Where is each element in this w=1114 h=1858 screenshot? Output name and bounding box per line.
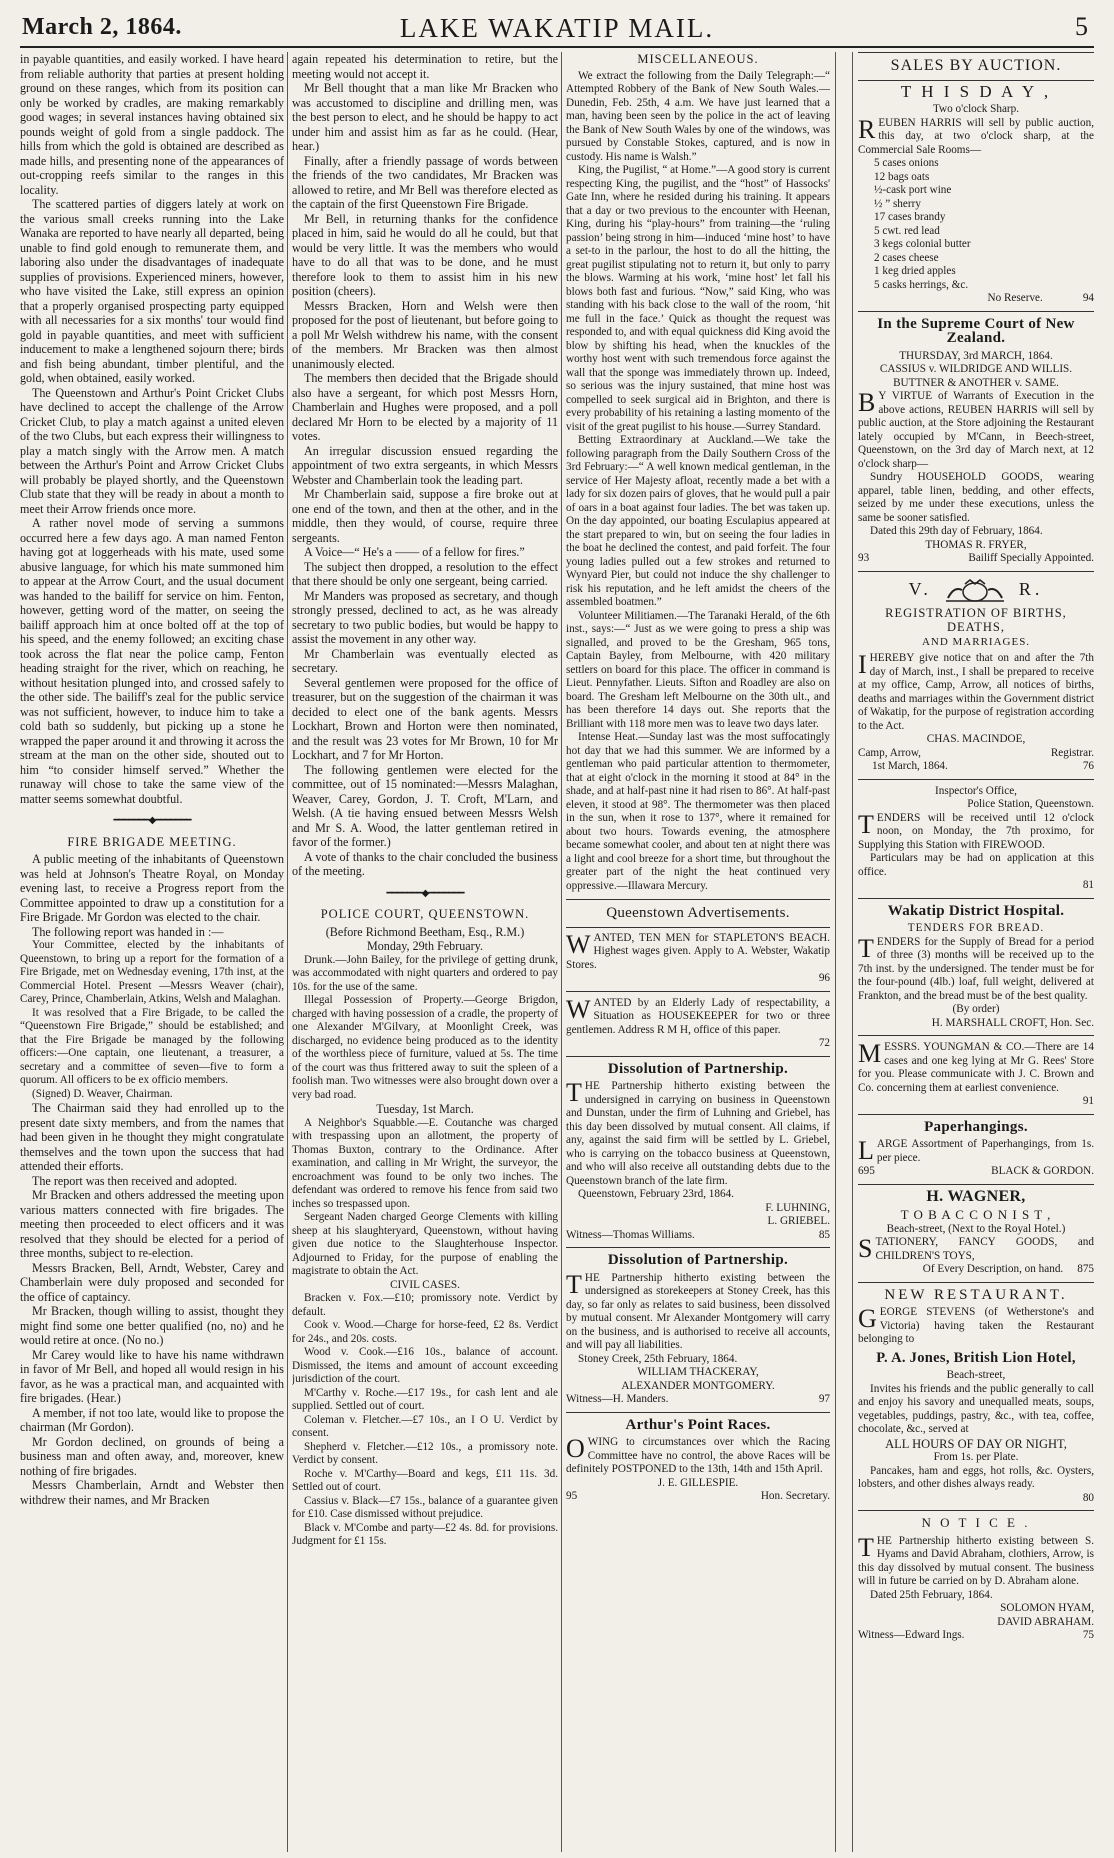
paragraph: A public meeting of the inhabitants of Queenstown was held at Johnson's Theatre Royal, on Monday evening last, to receive a Progress report from the Committee appointed to draw up a constitution for a Fire Brigade. Mr Gordon was elected to the chair. [20, 852, 284, 924]
civil-case: Bracken v. Fox.—£10; promissory note. Verdict by default. [292, 1292, 558, 1318]
sale-item: 5 casks herrings, &c. [874, 278, 969, 291]
vr-right: R. [1018, 578, 1044, 599]
ad-text: MESSRS. YOUNGMAN & CO.—There are 14 cases and one keg lying at Mr G. Rees' Store for you. Please communicate with J. C. Brown and Co. concerning them at earliest convenience. [858, 1039, 1094, 1094]
ad-number: 96 [818, 972, 830, 984]
paragraph: The following gentlemen were elected for the committee, out of 15 nominated:—Messrs Malaghan, Weaver, Carey, Gordon, J. T. Croft, M'Larn, and Welsh. (A tie having ensued between Messrs Welsh and Mr S. A. Wood, the latter gentleman retired in favor of the former.) [292, 762, 558, 849]
ad-location: Inspector's Office, [935, 784, 1017, 797]
ad-heading: AND MARRIAGES. [921, 635, 1031, 648]
ad-text: TENDERS for the Supply of Bread for a period of three (3) months will be received up to the 7th inst. by the undersigned. The tender must be for the four-pound (4lb.) loaf, full weight, delivered at Frankton, and the bread must be of the best quality. [858, 933, 1094, 1002]
ad-text: WANTED by an Elderly Lady of respectability, a Situation as HOUSEKEEPER for two or three gentlemen. Address R M H, office of this paper. [566, 994, 830, 1036]
ad-number: 94 [1082, 292, 1094, 304]
royal-crest-icon [940, 578, 1010, 604]
vr-left: V. [908, 578, 932, 599]
ad-text: WANTED, TEN MEN for STAPLETON'S BEACH. Highest wages given. Apply to A. Webster, Wakatip Stores. [566, 929, 830, 971]
ad-text: OWING to circumstances over which the Racing Committee have no control, the above Races will be definitely POSTPONED to the 13th, 14th and 15th April. [566, 1434, 830, 1475]
sale-item: 5 cwt. red lead [874, 224, 940, 237]
ad-heading: H. WAGNER, [926, 1187, 1026, 1205]
ad-number: 76 [1082, 760, 1094, 772]
ad-date: Queenstown, February 23rd, 1864. [578, 1188, 734, 1200]
paragraph: The following report was handed in :— [32, 924, 224, 939]
case-title: CASSIUS v. WILDRIDGE AND WILLIS. [879, 363, 1073, 375]
ad-number: 80 [1082, 1491, 1094, 1504]
ad-date: Dated 25th February, 1864. [870, 1588, 993, 1601]
ad-signature: CHAS. MACINDOE, [926, 733, 1026, 745]
sale-item: ½-cask port wine [874, 184, 952, 196]
ad-text: Pancakes, ham and eggs, hot rolls, &c. Oysters, lobsters, and other dishes always ready. [858, 1464, 1094, 1490]
ad-heading: T H I S D A Y , [900, 81, 1052, 101]
news-item: King, the Pugilist, “ at Home.”—A good story is current respecting King, the pugilist, and the “host” of Hassocks' Gate Inn, where he resided during his training. It appears that a day or two previous to the encounter with Heenan, King, during his “play-hours” from training—the ‘ruling passion’ being strong in him—induced ‘mine host’ to have a set-to in the parlour, the host to do all the hitting, the great pugilist stipulating not to return it, but only to parry the blows. Warming at his work, ‘mine host’ let fall his blows both fast and furious. “Now,” said King, who was standing with his back close to the wall of the room, ‘hit me full in the face.’ Quick as thought the request was responded to, and with equal quickness did King avoid the blow by shifting his head, when the knuckles of the worthy host went with such tremendous force against the wall that the sponge was immediately thrown up. Indeed, so serious was the injury sustained, that mine host was compelled to seek surgical aid in Brighton, and there is every probability of his retaining a lasting momento of the visit of the great pugilist to his house.—Surrey Standard. [566, 164, 830, 433]
paragraph: Mr Bell thought that a man like Mr Bracken who was accustomed to discipline and drilling men, was the best person to elect, and he should be happy to act under him and assist him as far as he could. (Hear, hear.) [292, 81, 558, 153]
ad-text: BY VIRTUE of Warrants of Execution in the above actions, REUBEN HARRIS will sell by public auction, at the Store adjoining the Restaurant lately occupied by M'Cann, in Beech-street, Queenstown, on the 3rd day of March next, at 12 o'clock sharp— [858, 388, 1094, 470]
ad-text: THE Partnership hitherto existing between S. Hyams and David Abraham, clothiers, Arrow, is this day dissolved by mutual consent. The business will in future be carried on by D. Abraham alone. [858, 1532, 1094, 1587]
paragraph: Messrs Bracken, Bell, Arndt, Webster, Carey and Chamberlain were duly proposed and seconded for the office of captaincy. [20, 1260, 284, 1304]
ad-signature: THOMAS R. FRYER, [925, 538, 1027, 551]
ad-text: THE Partnership hitherto existing between the undersigned in carrying on business in Queenstown and Dunstan, under the firm of Luhning and Griebel, has this day been dissolved by mutual consent. All claims, if any, against the said firm will be settled by L. Griebel, who is carrying on the tobacco business at Queenstown, and who will also receive all outstanding debts due to the Queenstown branch of the late firm. [566, 1078, 830, 1187]
ad-text: Invites his friends and the public generally to call and enjoy his savory and unequalled meats, soups, vegetables, puddings, pastry, &c., with tea, coffee, chocolate, &c., served at [858, 1382, 1094, 1435]
civil-case: Wood v. Cook.—£16 10s., balance of account. Dismissed, the items and amount of account exceeding jurisdiction of the court. [292, 1346, 558, 1385]
ad-heading: REGISTRATION OF BIRTHS, DEATHS, [885, 605, 1067, 634]
ad-note: No Reserve. [987, 292, 1043, 304]
ad-signature: F. LUHNING, [765, 1201, 830, 1214]
ad-signature-role: Hon. Secretary. [760, 1490, 830, 1502]
paragraph: Mr Bracken and others addressed the meeting upon various matters connected with fire brigades. The meeting then proceeded to elect officers and it was resolved that they should be elected for a period of three months, subject to re-election. [20, 1188, 284, 1260]
ad-number: 81 [1082, 879, 1094, 891]
ad-heading: N O T I C E . [921, 1515, 1031, 1530]
ad-text: Of Every Description, on hand. [922, 1263, 1064, 1275]
ad-date: 1st March, 1864. [872, 760, 948, 772]
sale-item: 5 cases onions [874, 157, 939, 169]
page-number: 5 [1075, 12, 1088, 41]
ad-text: IHEREBY give notice that on and after the 7th day of March, inst., I shall be prepared to receive at my office, Camp, Arrow, all notices of births, deaths and marriages within the Government district of Wakatip, for the purpose of registration according to the Act. [858, 650, 1094, 732]
ad-number: 75 [1082, 1629, 1094, 1641]
paragraph: A member, if not too late, would like to propose the chairman (Mr Gordon). [20, 1405, 284, 1434]
column-1 [20, 52, 284, 1852]
ad-location: Camp, Arrow, [858, 746, 921, 759]
ad-heading: Dissolution of Partnership. [607, 1252, 789, 1268]
report-text: Your Committee, elected by the inhabitants of Queenstown, to bring up a report for the formation of a Fire Brigade, met on Wednesday evening, 17th inst, at the Commercial Hotel. Present —Messrs Weaver (chair), Carey, Prince, Chamberlain, Atkins, Welsh and Malaghan. [20, 939, 284, 1005]
ad-heading: Arthur's Point Races. [625, 1416, 771, 1433]
column-4 [858, 52, 1094, 1852]
court-date: Monday, 29th February. [367, 939, 483, 953]
ad-signature: DAVID ABRAHAM. [997, 1615, 1094, 1628]
ad-witness: Witness—Edward Ings. [858, 1629, 965, 1641]
ad-number: 85 [818, 1228, 830, 1241]
section-heading: POLICE COURT, QUEENSTOWN. [320, 907, 530, 921]
ad-subheading: TENDERS FOR BREAD. [907, 922, 1045, 934]
ad-subheading: Two o'clock Sharp. [932, 103, 1020, 115]
paragraph: Several gentlemen were proposed for the office of treasurer, but on the suggestion of the chairman it was decided to elect one of the bank agents. Messrs Lockhart, Brown and Horton were then nominated, and the result was 23 votes for Mr Brown, 10 for Mr Lockhart, and 7 for Mr Horton. [292, 675, 558, 762]
ad-address: Beach-street, (Next to the Royal Hotel.) [886, 1222, 1066, 1235]
paragraph: The report was then received and adopted. [32, 1173, 238, 1188]
ad-text: GEORGE STEVENS (of Wetherstone's and Victoria) having taken the Restaurant belonging to [858, 1304, 1094, 1345]
paragraph: A Voice—“ He's a —— of a fellow for fires.” [304, 545, 525, 559]
ad-note: (By order) [952, 1003, 1000, 1015]
ad-text: REUBEN HARRIS will sell by public auction, this day, at two o'clock sharp, at the Commercial Sale Rooms— [858, 114, 1094, 156]
court-date: Tuesday, 1st March. [376, 1102, 474, 1116]
sale-item: ½ ” sherry [874, 197, 921, 210]
ad-heading: NEW RESTAURANT. [884, 1286, 1068, 1303]
paragraph: again repeated his determination to retire, but the meeting would not accept it. [292, 52, 558, 81]
ad-signature: J. E. GILLESPIE. [657, 1476, 739, 1489]
ad-witness: Witness—H. Manders. [566, 1393, 669, 1405]
ad-heading: Wakatip District Hospital. [887, 902, 1065, 919]
paragraph: Finally, after a friendly passage of words between the friends of the two candidates, Mr Bracken was allowed to retire, and Mr Bell was therefore elected as the captain of the first Queenstown Fire Brigade. [292, 153, 558, 211]
paragraph: Messrs Chamberlain, Arndt and Webster then withdrew their names, and Mr Bracken [20, 1478, 284, 1507]
paragraph: The subject then dropped, a resolution to the effect that there should be only one sergeant, being carried. [292, 559, 558, 588]
news-item: Betting Extraordinary at Auckland.—We take the following paragraph from the Daily Southern Cross of the 3rd February:—“ A well known medical gentleman, in the service of Her Majesty afloat, recently made a bet with a lady for six dozen pairs of gloves, that he would pull a pair of oars in a boat against four ladies. The bet was taken up. On the day appointed, our boating Esculapius appeared at the start prepared to win, but on seeing the four ladies in the boat he declined the contest, and paid forfeit. The four young ladies pulled out a few strokes and returned to Wynyard Pier, but could not induce the shy challenger to risk his reputation, and he left amidst the cheers of the assembled boatmen.” [566, 434, 830, 608]
paragraph: An irregular discussion ensued regarding the appointment of two extra sergeants, in which Messrs Webster and Chamberlain took the leading part. [292, 443, 558, 487]
newspaper-title: LAKE WAKATIP MAIL. [399, 13, 715, 43]
court-case: Drunk.—John Bailey, for the privilege of getting drunk, was accommodated with night quarters and ordered to pay 10s. for the use of the same. [292, 953, 558, 993]
ad-number: 875 [1077, 1263, 1094, 1275]
ad-witness: Witness—Thomas Williams. [566, 1228, 695, 1241]
royal-arms-header [858, 578, 1094, 604]
court-case: Illegal Possession of Property.—George Brigdon, charged with having possession of a cradle, the property of one Alexander M'Gilvary, at Moonlight Creek, was discharged, no evidence being produced as to the identity of the worthless piece of furniture, valued at 5s. The time of the court was thus frittered away to suit the spleen of a foolish man. Two witnesses were also brought down over a very bad road. [292, 994, 558, 1101]
paragraph: in payable quantities, and easily worked. I have heard from reliable authority that parties at present holding ground on these ranges, which from its position can only be worked by cradles, are making remarkably good wages; in several instances having obtained six pounds weight of gold from a single paddock. The hills from which the gold is obtained are described as made hills, and presenting none of the appearances of out-cropping reefs similar to the ranges in this locality. [20, 52, 284, 197]
sale-item: 12 bags oats [874, 170, 930, 183]
ad-date: THURSDAY, 3rd MARCH, 1864. [899, 349, 1053, 362]
paragraph: The Chairman said they had enrolled up to the present date sixty members, and from the names that had been given in he thought they might congratulate themselves and the town upon the success that had attended their efforts. [20, 1101, 284, 1173]
column-2 [292, 52, 558, 1852]
ads-heading: Queenstown Advertisements. [606, 905, 790, 921]
sale-item: 17 cases brandy [874, 211, 946, 223]
paragraph: Mr Manders was proposed as secretary, and though strongly pressed, declined to act, as he was already secretary to two public bodies, but would be happy to assist the movement in any other way. [292, 588, 558, 646]
advertisement [566, 929, 830, 986]
ad-heading: P. A. Jones, British Lion Hotel, [876, 1349, 1076, 1366]
paragraph: Messrs Bracken, Horn and Welsh were then proposed for the post of lieutenant, but before going to a poll Mr Welsh withdrew his name, with the consent of the members. Mr Bracken was then almost unanimously elected. [292, 298, 558, 371]
court-case: Sergeant Naden charged George Clements with killing sheep at his slaughteryard, Queenstown, without having given due notice to the Slaughterhouse Inspector. Adjourned to Friday, for the purpose of enabling the magistrate to obtain the Act. [292, 1211, 558, 1277]
paragraph: A vote of thanks to the chair concluded the business of the meeting. [292, 849, 558, 878]
ad-text: Particulars may be had on application at this office. [858, 852, 1094, 878]
civil-case: M'Carthy v. Roche.—£17 19s., for cash lent and ale supplied. Settled out of court. [292, 1386, 558, 1412]
paragraph: The members then decided that the Brigade should also have a sergeant, for which post Messrs Horn, Chamberlain and Hughes were proposed, and a poll declared Mr Horn to be elected by a majority of 11 votes. [292, 371, 558, 443]
ad-address: Beach-street, [946, 1369, 1006, 1381]
report-text: It was resolved that a Fire Brigade, to be called the “Queenstown Fire Brigade,” should be established; and that the Fire Brigade be managed by the following officers:—One captain, one lieutenant, a treasurer, a secretary and a committee of seven—five to form a quorum. All officers to be ex officio members. [20, 1006, 284, 1086]
paragraph: The scattered parties of diggers lately at work on the various small creeks running into the Lake Wanaka are reported to have nearly all departed, being unable to find gold enough to remunerate them, and laboring also under the disadvantages of inadequate supplies of provisions. Experienced miners, however, who have visited the Lake, still express an opinion that a properly organised prospecting party equipped with all necessaries for a six months' tour would find gold in payable quantities, and meet with sufficient inducement to make a lengthened sojourn there; birds and fish being abundant, timber plentiful, and the gold, when obtained, easily worked. [20, 197, 284, 385]
civil-case: Cook v. Wood.—Charge for horse-feed, £2 8s. Verdict for 24s., and 20s. costs. [292, 1319, 558, 1345]
report-signature: (Signed) D. Weaver, Chairman. [32, 1087, 173, 1100]
civil-case: Roche v. M'Carthy—Board and kegs, £11 11s. 3d. Settled out of court. [292, 1467, 558, 1493]
civil-case: Shepherd v. Fletcher.—£12 10s., a promissory note. Verdict by consent. [292, 1440, 558, 1466]
ad-text: STATIONERY, FANCY GOODS, and CHILDREN'S TOYS, [858, 1234, 1094, 1263]
court-case: A Neighbor's Squabble.—E. Coutanche was charged with trespassing upon an allotment, the property of Thomas Buxton, contrary to the Ordinance. After examination, and calling in Mr Wright, the surveyor, the encroachment was found to be only two inches. The defendant was ordered to remove his fence from said two inches so trespassed upon. [292, 1116, 558, 1210]
ad-text: From 1s. per Plate. [933, 1451, 1019, 1463]
ad-signature: L. GRIEBEL. [767, 1215, 830, 1227]
ornament-divider: ━━━━━━━◆━━━━━━━ [113, 815, 191, 826]
ad-text: Sundry HOUSEHOLD GOODS, wearing apparel, table linen, bedding, and other effects, seized by me under these executions, unless the same be sooner satisfied. [858, 471, 1094, 524]
paragraph: Mr Chamberlain was eventually elected as secretary. [292, 646, 558, 675]
ad-signature: WILLIAM THACKERAY, [637, 1366, 759, 1378]
ad-heading: Dissolution of Partnership. [607, 1060, 789, 1077]
ad-subheading: ALL HOURS OF DAY OR NIGHT, [885, 1436, 1067, 1451]
ad-number: 91 [1082, 1095, 1094, 1107]
civil-case: Cassius v. Black—£7 15s., balance of a guarantee given for £10. Case dismissed without prejudice. [292, 1494, 558, 1520]
column-rule [835, 52, 836, 1852]
paragraph: Mr Gordon declined, on grounds of being a business man and often away, and, moreover, knew nothing of fire brigades. [20, 1434, 284, 1478]
paragraph: A rather novel mode of serving a summons occurred here a few days ago. A man named Fenton having got at loggerheads with his mate, used some abusive language, for which his mate summoned him to appear at the Arrow Court, and the usual document was handed to the bailiff for service on him. Fenton, however, getting word of the matter, on seeing the bailiff approach him at once bolted off at the top of his speed, and the enemy followed; an exciting chase took across the flat near the police camp, Fenton heading straight for the river, which on reaching, he without hesitation plunged into, and crossed safely to the other side. The bailiff's zeal for the public service was not sufficient, however, to induce him to take a cold bath so suddenly, but picking up a stone he wrapped the paper around it and throwing it across the stream at the man on the other side, shouted out to him “to consider himself served.” Whether the runaway will chose to take the same view of the matter seems somewhat doubtful. [20, 516, 284, 806]
ad-firm: BLACK & GORDON. [991, 1165, 1094, 1177]
ad-location: Police Station, Queenstown. [967, 798, 1094, 810]
news-item: We extract the following from the Daily Telegraph:—“ Attempted Robbery of the Bank of New South Wales.—Dunedin, Feb. 25th, 4 a.m. We have just learned that a man, having been seen by the police in the act of leaving the Bank of New South Wales by one of the windows, was pursued by Constable Stokes, captured, and is now in custody. His name is Walsh.” [566, 69, 830, 163]
paragraph: Mr Carey would like to have his name withdrawn in favor of Mr Bell, and hoped all would resign in his favor, as he was a practical man, and acquainted with fire brigades. (Hear.) [20, 1347, 284, 1405]
civil-case: Black v. M'Combe and party—£2 4s. 8d. for provisions. Judgment for £1 15s. [292, 1521, 558, 1547]
ad-heading: In the Supreme Court of New Zealand. [877, 315, 1075, 346]
sale-item: 1 keg dried apples [874, 265, 956, 277]
news-item: Intense Heat.—Sunday last was the most suffocatingly hot day that we had this summer. We are informed by a gentleman who paid particular attention to thermometer, that at eight o'clock in the morning it stood at 84° in the shade, and at half-past nine it had risen to 86°. At half-past eleven, it stood at 98°. The thermometer was then placed in the sun, when it rose to 137°, where it remained for about two hours. Towards evening, the atmosphere became somewhat cooler, and about ten at night there was a light and cool breeze for a short time, but throughout the greater part of the night the heat continued very oppressive.—Illawara Mercury. [566, 731, 830, 892]
ad-number: 93 [858, 552, 870, 564]
sale-item: 3 kegs colonial butter [874, 238, 971, 250]
section-heading: MISCELLANEOUS. [637, 52, 759, 66]
news-item: Volunteer Militiamen.—The Taranaki Herald, of the 6th inst., says:—“ Just as we were going to press a ship was signalled, and proved to be the Gresham, 965 tons, Captain Bayley, from Melbourne, with 420 military settlers on board for this place. The officer in command is Lieut. Pennyfather. Lieuts. Sifton and Roadley are also on board. The Gresham left Melbourne on the 30th ult., and has been therefore 14 days out. She reports that the Brilliant with 118 more men was to leave two days later. [566, 609, 830, 730]
ad-text: THE Partnership hitherto existing between the undersigned as storekeepers at Stoney Creek, has this day, so far only as relates to said business, been dissolved by mutual consent. Mr Alexander Montgomery will carry on the business, and is authorised to receive all accounts, and will pay all liabilities. [566, 1269, 830, 1351]
ad-number: 97 [818, 1393, 830, 1405]
paragraph: The Queenstown and Arthur's Point Cricket Clubs have declined to accept the challenge of the Arrow Cricket Club, to play a match against a united eleven of the two Clubs, but each express their willingness to play a match singly with the Arrow men. A match between the Arthur's Point and Arrow Cricket Clubs will probably be played shortly, and the Queenstown Club state that they will be ready in about a month to meet their Arrow friends once more. [20, 385, 284, 516]
ad-subheading: T O B A C C O N I S T , [900, 1207, 1052, 1222]
paragraph: Mr Bell, in returning thanks for the confidence placed in him, said he would do all he could, but that would be very little. It was the members who would have to do all that was to be done, and he must therefore look to them to assist him in his new position (cheers). [292, 211, 558, 298]
column-rule [852, 52, 853, 1852]
column-rule [287, 52, 288, 1852]
civil-case: Coleman v. Fletcher.—£7 10s., an I O U. Verdict by consent. [292, 1413, 558, 1439]
section-heading: SALES BY AUCTION. [890, 57, 1062, 74]
ornament-divider: ━━━━━━━◆━━━━━━━ [386, 887, 464, 899]
column-rule [561, 52, 562, 1852]
ad-number: 72 [818, 1037, 830, 1049]
masthead [20, 8, 1094, 48]
ad-signature-role: Registrar. [1050, 746, 1094, 759]
issue-date: March 2, 1864. [22, 14, 182, 40]
ad-text: TENDERS will be received until 12 o'clock noon, on Monday, the 7th proximo, for Supplying this Station with FIREWOOD. [858, 809, 1094, 851]
ad-signature: ALEXANDER MONTGOMERY. [621, 1379, 775, 1392]
civil-cases-heading: CIVIL CASES. [390, 1278, 460, 1291]
ad-number: 695 [858, 1165, 875, 1177]
advertisement [566, 994, 830, 1051]
ad-signature: H. MARSHALL CROFT, Hon. Sec. [931, 1016, 1094, 1029]
ad-number: 95 [566, 1490, 578, 1502]
ad-signature: SOLOMON HYAM, [1000, 1602, 1094, 1614]
court-subtitle: (Before Richmond Beetham, Esq., R.M.) [325, 924, 525, 939]
ad-date: Stoney Creek, 25th February, 1864. [578, 1352, 738, 1365]
section-heading: FIRE BRIGADE MEETING. [67, 834, 237, 849]
case-title: BUTTNER & ANOTHER v. SAME. [893, 376, 1059, 389]
column-3 [566, 52, 830, 1852]
sale-item: 2 cases cheese [874, 251, 939, 264]
ad-signature-role: Bailiff Specially Appointed. [968, 552, 1094, 564]
paragraph: Mr Chamberlain said, suppose a fire broke out at one end of the town, and then at the other, and in the middle, then they would, of course, require three sergeants. [292, 487, 558, 545]
ad-heading: Paperhangings. [924, 1118, 1028, 1135]
ad-text: LARGE Assortment of Paperhangings, from 1s. per piece. [858, 1136, 1094, 1165]
ad-date: Dated this 29th day of February, 1864. [870, 525, 1043, 537]
paragraph: Mr Bracken, though willing to assist, thought they might find some one better qualified (no, no) and he would retire at once. (No no.) [20, 1304, 284, 1347]
